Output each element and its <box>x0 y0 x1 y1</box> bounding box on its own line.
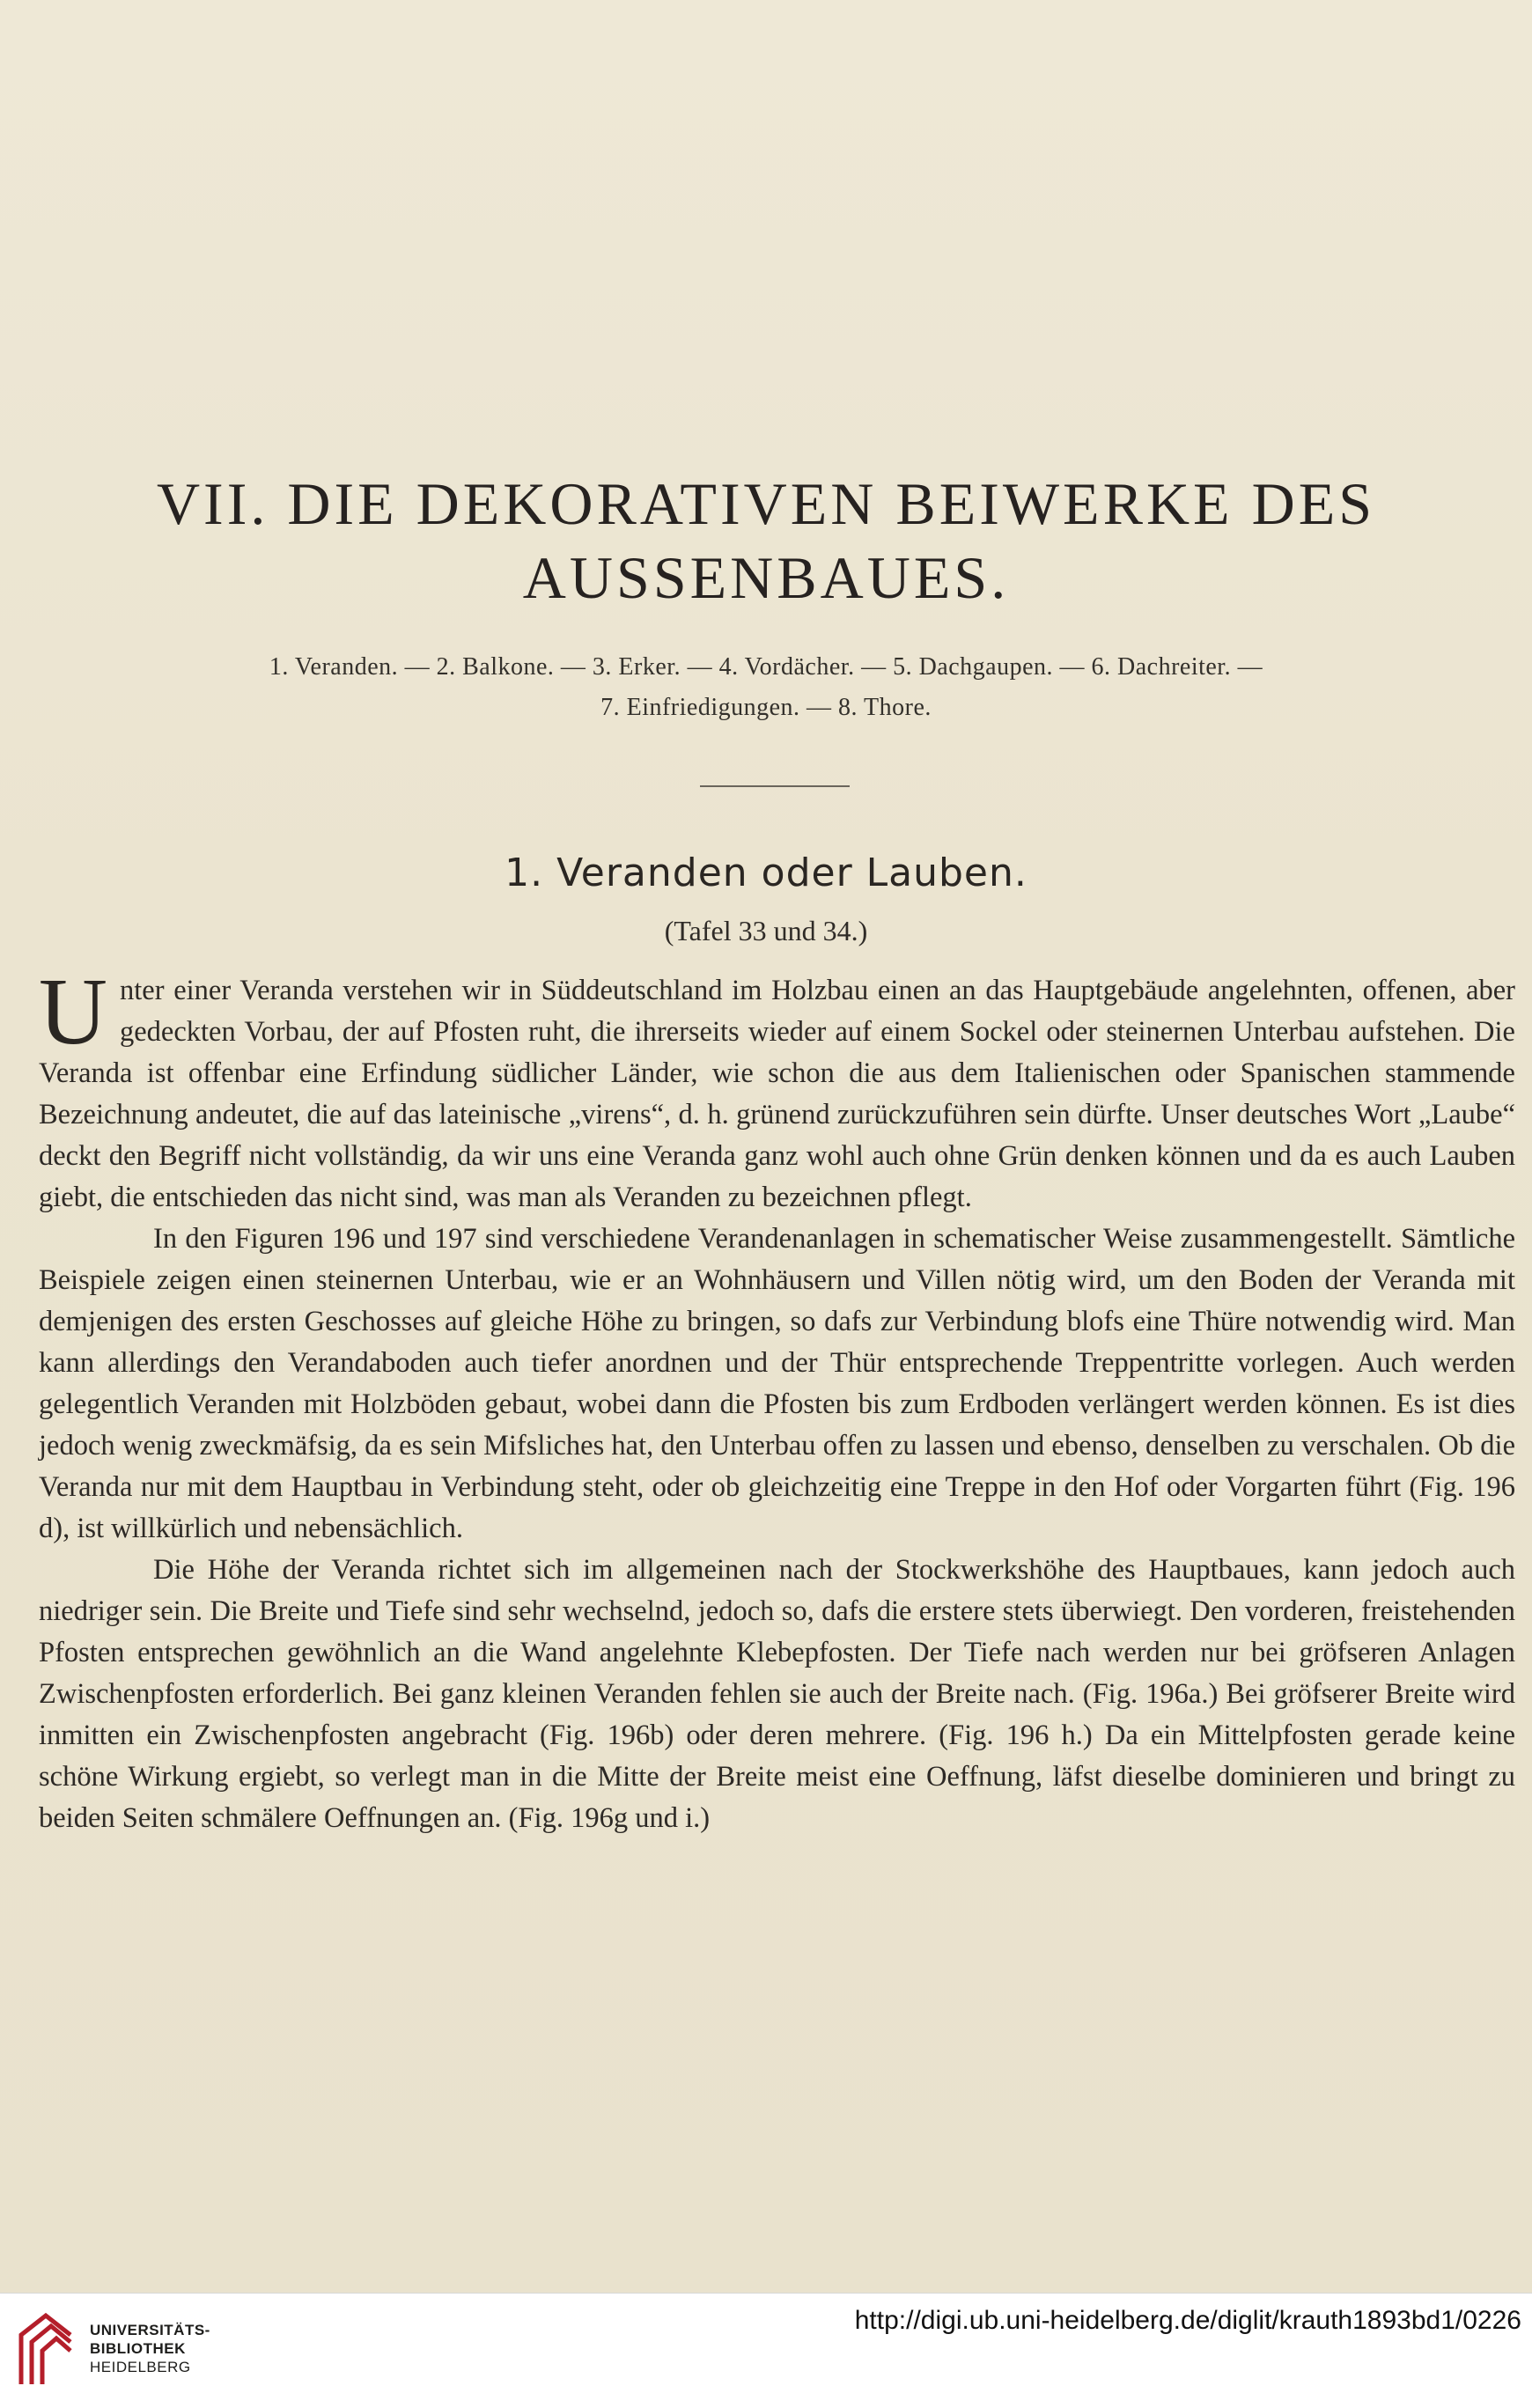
library-name-line2: BIBLIOTHEK <box>90 2340 186 2357</box>
library-name-line3: HEIDELBERG <box>90 2359 191 2375</box>
body-text <box>39 960 1515 1839</box>
paragraph-1-text: nter einer Veranda verstehen wir in Süddeutschland im Holzbau einen an das Hauptgebäude angelehnten, offenen, aber gedeckten Vorbau, der auf Pfosten ruht, die ihrerseits wieder auf einem Sockel oder steinernen Unterbau aufstehen. Die Veranda ist offenbar eine Erfindung südlicher Länder, wie schon die aus dem Italienischen oder Spanischen stammende Bezeichnung andeutet, die auf das lateinische „virens“, d. h. grünend zurückzuführen sein dürfte. Unser deutsches Wort „Laube“ deckt den Begriff nicht vollständig, da wir uns eine Veranda ganz wohl auch ohne Grün denken können und da es auch Lauben giebt, die entschieden das nicht sind, was man als Veranden zu bezeichnen pflegt. <box>39 975 1515 1213</box>
contents-line1: 1. Veranden. — 2. Balkone. — 3. Erker. — 4. Vordächer. — 5. Dachgaupen. — 6. Dachreiter. — <box>269 653 1263 681</box>
library-name-line1: UNIVERSITÄTS- <box>90 2322 210 2338</box>
section-plate-reference: (Tafel 33 und 34.) <box>664 915 868 946</box>
chapter-title <box>35 467 1497 615</box>
paragraph-1 <box>39 960 1515 1219</box>
section-divider <box>700 785 850 787</box>
section-heading: 1. Veranden oder Lauben. <box>505 851 1027 895</box>
chapter-contents <box>53 647 1479 728</box>
library-logo-icon <box>16 2309 77 2390</box>
drop-cap: U <box>39 960 107 1064</box>
library-name <box>90 2321 210 2376</box>
paragraph-3: Die Höhe der Veranda richtet sich im allgemeinen nach der Stockwerkshöhe des Hauptbaues, kann jedoch auch niedriger sein. Die Breite und Tiefe sind sehr wechselnd, jedoch so, dafs die erstere stets überwiegt. Den vorderen, freistehenden Pfosten entsprechen gewöhnlich an die Wand angelehnte Klebepfosten. Der Tiefe nach werden nur bei gröfseren Anlagen Zwischenpfosten erforderlich. Bei ganz kleinen Veranden fehlen sie auch der Breite nach. (Fig. 196a.) Bei gröfserer Breite wird inmitten ein Zwischenpfosten angebracht (Fig. 196b) oder deren mehrere. (Fig. 196 h.) Da ein Mittelpfosten gerade keine schöne Wirkung ergiebt, so verlegt man in die Mitte der Breite meist eine Oeffnung, läfst dieselbe dominieren und bringt zu beiden Seiten schmälere Oeffnungen an. (Fig. 196g und i.) <box>39 1554 1515 1834</box>
chapter-title-line2: AUSSENBAUES. <box>522 544 1010 611</box>
permalink-url[interactable]: http://digi.ub.uni-heidelberg.de/diglit/krauth1893bd1/0226 <box>854 2306 1521 2335</box>
chapter-title-line1: VII. DIE DEKORATIVEN BEIWERKE DES <box>156 470 1376 537</box>
paragraph-2: In den Figuren 196 und 197 sind verschiedene Verandenanlagen in schematischer Weise zusammengestellt. Sämtliche Beispiele zeigen einen steinernen Unterbau, wie er an Wohnhäusern und Villen nötig wird, um den Boden der Veranda mit demjenigen des ersten Geschosses auf gleiche Höhe zu bringen, so dafs zur Verbindung blofs eine Thüre notwendig wird. Man kann allerdings den Verandaboden auch tiefer anordnen und der Thür entsprechende Treppentritte vorlegen. Auch werden gelegentlich Veranden mit Holzböden gebaut, wobei dann die Pfosten bis zum Erdboden verlängert werden können. Es ist dies jedoch wenig zweckmäfsig, da es sein Mifsliches hat, den Unterbau offen zu lassen und ebenso, denselben zu verschalen. Ob die Veranda nur mit dem Hauptbau in Verbindung steht, oder ob gleichzeitig eine Treppe in den Hof oder Vorgarten führt (Fig. 196 d), ist willkürlich und nebensächlich. <box>39 1223 1515 1544</box>
contents-line2: 7. Einfriedigungen. — 8. Thore. <box>600 694 932 721</box>
